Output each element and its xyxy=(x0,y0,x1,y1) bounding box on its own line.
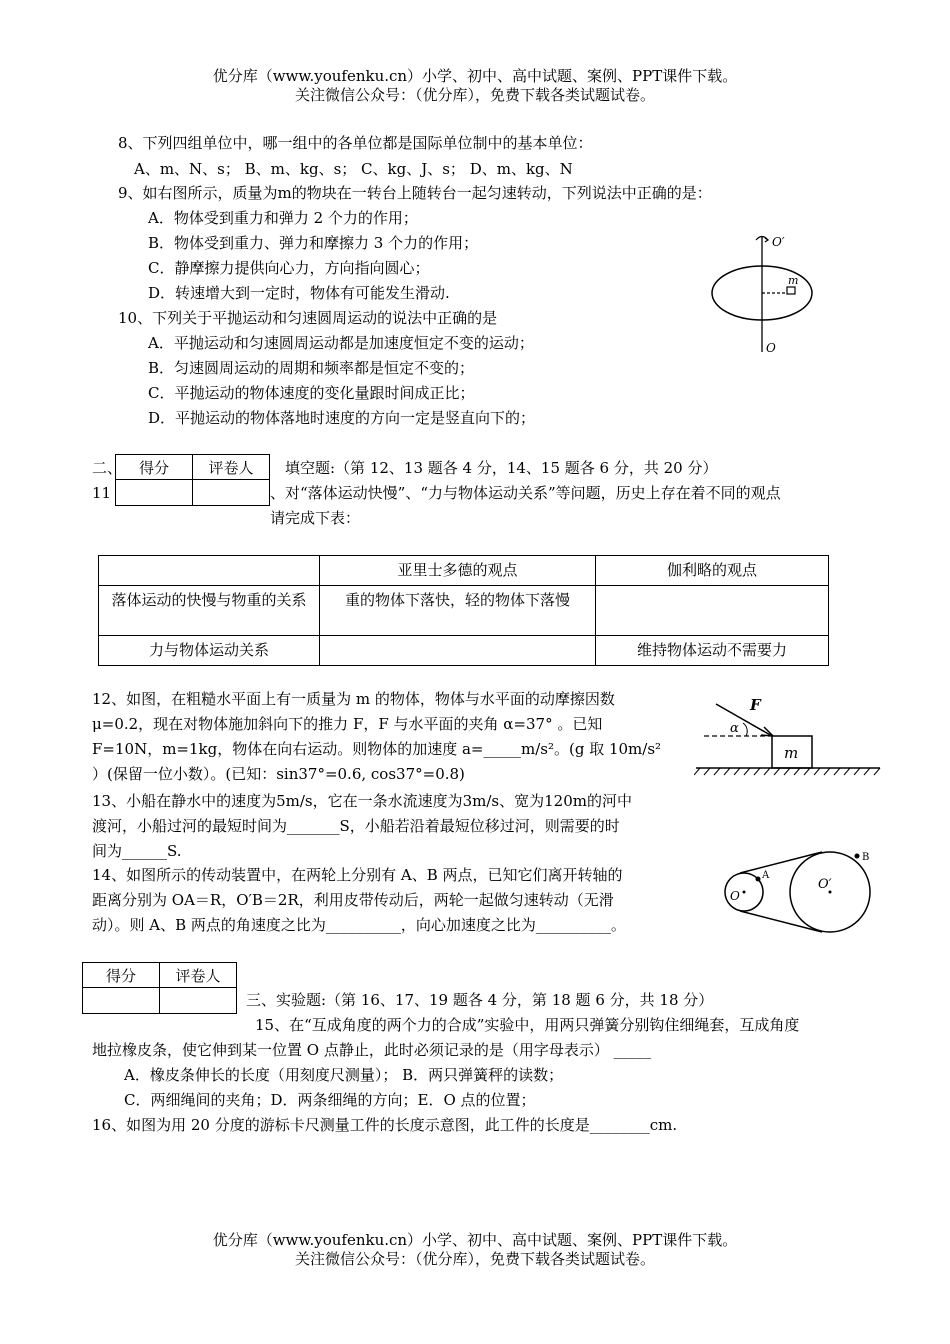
q9-option-b: B．物体受到重力、弹力和摩擦力 3 个力的作用； xyxy=(148,234,479,252)
header-line-2: 关注微信公众号：（优分库），免费下载各类试题试卷。 xyxy=(294,86,655,104)
grader-cell[interactable] xyxy=(160,988,237,1014)
q14-line-3: 动）。则 A、B 两点的角速度之比为__________，向心加速度之比为__________。 xyxy=(92,916,626,934)
q10-stem: 10、下列关于平抛运动和匀速圆周运动的说法中正确的是 xyxy=(118,309,498,327)
views-row2-topic: 力与物体运动关系 xyxy=(99,635,320,665)
label-a: A xyxy=(762,870,770,881)
views-table xyxy=(98,555,829,666)
q9-option-d: D．转速增大到一定时，物体有可能发生滑动. xyxy=(148,284,450,302)
q11-line-2: 请完成下表： xyxy=(270,509,361,527)
belt-transmission-figure xyxy=(720,842,890,938)
q8-stem: 8、下列四组单位中，哪一组中的各单位都是国际单位制中的基本单位： xyxy=(118,134,593,152)
q12-line-4: ）(保留一位小数）。(已知：sin37°=0.6, cos37°=0.8) xyxy=(92,765,465,783)
q11-line-1: 、对“落体运动快慢”、“力与物体运动关系”等问题，历史上存在着不同的观点 xyxy=(270,484,781,502)
section3-score-table xyxy=(82,962,237,1014)
label-b: B xyxy=(862,852,870,863)
q10-option-a: A．平抛运动和匀速圆周运动都是加速度恒定不变的运动； xyxy=(148,334,534,352)
views-row2-galileo: 维持物体运动不需要力 xyxy=(596,635,829,665)
label-o-prime: O′ xyxy=(772,235,785,249)
views-row1-topic: 落体运动的快慢与物重的关系 xyxy=(99,585,320,635)
q11-number: 11 xyxy=(92,484,112,502)
q10-option-b: B．匀速圆周运动的周期和频率都是恒定不变的； xyxy=(148,359,475,377)
views-header-aristotle: 亚里士多德的观点 xyxy=(320,556,596,586)
q10-option-c: C．平抛运动的物体速度的变化量跟时间成正比； xyxy=(148,384,475,402)
label-alpha: α xyxy=(730,721,739,736)
label-o: O xyxy=(766,341,776,355)
section2-score-table xyxy=(115,454,270,506)
belt-top xyxy=(740,852,822,873)
block-m xyxy=(787,287,795,294)
force-arrow xyxy=(716,704,772,736)
label-m: m xyxy=(788,274,799,287)
angle-arc xyxy=(743,723,747,736)
label-f: F xyxy=(750,696,761,714)
section3-title: 三、实验题:（第 16、17、19 题各 4 分，第 18 题 6 分，共 18 分） xyxy=(246,991,714,1009)
turntable-figure xyxy=(706,228,826,358)
label-o-prime: O′ xyxy=(818,877,832,892)
views-row2-aristotle[interactable] xyxy=(320,635,596,665)
q12-line-3: F=10N，m=1kg，物体在向右运动。则物体的加速度 a=_____m/s²。(g 取 10m/s² xyxy=(92,740,662,758)
header-line-1: 优分库（www.youfenku.cn）小学、初中、高中试题、案例、PPT课件下载。 xyxy=(212,67,738,85)
q12-line-2: μ=0.2，现在对物体施加斜向下的推力 F，F 与水平面的夹角 α=37° 。已知 xyxy=(92,715,603,733)
label-m: m xyxy=(784,744,799,762)
score-cell[interactable] xyxy=(83,988,160,1014)
q13-line-1: 13、小船在静水中的速度为5m/s，它在一条水流速度为3m/s、宽为120m的河中 xyxy=(92,792,632,810)
label-o: O xyxy=(730,889,740,903)
belt-bottom xyxy=(740,911,822,932)
views-row1-galileo[interactable] xyxy=(596,585,829,635)
score-cell[interactable] xyxy=(116,480,193,506)
grader-label: 评卷人 xyxy=(160,963,237,988)
section2-number: 二、 xyxy=(92,459,123,477)
q9-option-a: A．物体受到重力和弹力 2 个力的作用； xyxy=(148,209,418,227)
q15-line-1: 15、在“互成角度的两个力的合成”实验中，用两只弹簧分别钩住细绳套，互成角度 xyxy=(255,1016,800,1034)
views-row1-aristotle: 重的物体下落快，轻的物体下落慢 xyxy=(320,585,596,635)
q9-option-c: C．静摩擦力提供向心力，方向指向圆心； xyxy=(148,259,430,277)
q14-line-1: 14、如图所示的传动装置中，在两轮上分别有 A、B 两点，已知它们离开转轴的 xyxy=(92,866,623,884)
views-header-galileo: 伽利略的观点 xyxy=(596,556,829,586)
grader-cell[interactable] xyxy=(193,480,270,506)
point-a xyxy=(756,877,761,882)
ground-hatch xyxy=(694,768,880,775)
point-b xyxy=(855,854,860,859)
q13-line-2: 渡河，小船过河的最短时间为_______S，小船若沿着最短位移过河，则需要的时 xyxy=(92,817,620,835)
score-label: 得分 xyxy=(83,963,160,988)
grader-label: 评卷人 xyxy=(193,455,270,480)
q16-stem: 16、如图为用 20 分度的游标卡尺测量工件的长度示意图，此工件的长度是________cm. xyxy=(92,1116,678,1134)
section2-title: 填空题:（第 12、13 题各 4 分，14、15 题各 6 分，共 20 分） xyxy=(285,459,718,477)
q14-line-2: 距离分别为 OA＝R，O′B＝2R，利用皮带传动后，两轮一起做匀速转动（无滑 xyxy=(92,891,614,909)
q13-line-3: 间为______S. xyxy=(92,842,182,860)
score-label: 得分 xyxy=(116,455,193,480)
footer-line-2: 关注微信公众号：（优分库），免费下载各类试题试卷。 xyxy=(294,1250,655,1268)
q10-option-d: D．平抛运动的物体落地时速度的方向一定是竖直向下的； xyxy=(148,409,536,427)
q15-line-2: 地拉橡皮条，使它伸到某一位置 O 点静止，此时必须记录的是（用字母表示） _____ xyxy=(92,1041,652,1059)
views-header-empty xyxy=(99,556,320,586)
q12-line-1: 12、如图，在粗糙水平面上有一质量为 m 的物体，物体与水平面的动摩擦因数 xyxy=(92,690,615,708)
q9-stem: 9、如右图所示，质量为m的物块在一转台上随转台一起匀速转动，下列说法中正确的是： xyxy=(118,184,712,202)
push-block-figure xyxy=(694,690,884,778)
q15-options-ab: A．橡皮条伸长的长度（用刻度尺测量）； B．两只弹簧秤的读数； xyxy=(124,1066,564,1084)
q8-options: A、m、N、s； B、m、kg、s； C、kg、J、s； D、m、kg、N xyxy=(134,160,573,178)
q15-options-cde: C．两细绳间的夹角；D．两条细绳的方向；E．O 点的位置； xyxy=(124,1091,536,1109)
footer-line-1: 优分库（www.youfenku.cn）小学、初中、高中试题、案例、PPT课件下载。 xyxy=(212,1231,738,1249)
